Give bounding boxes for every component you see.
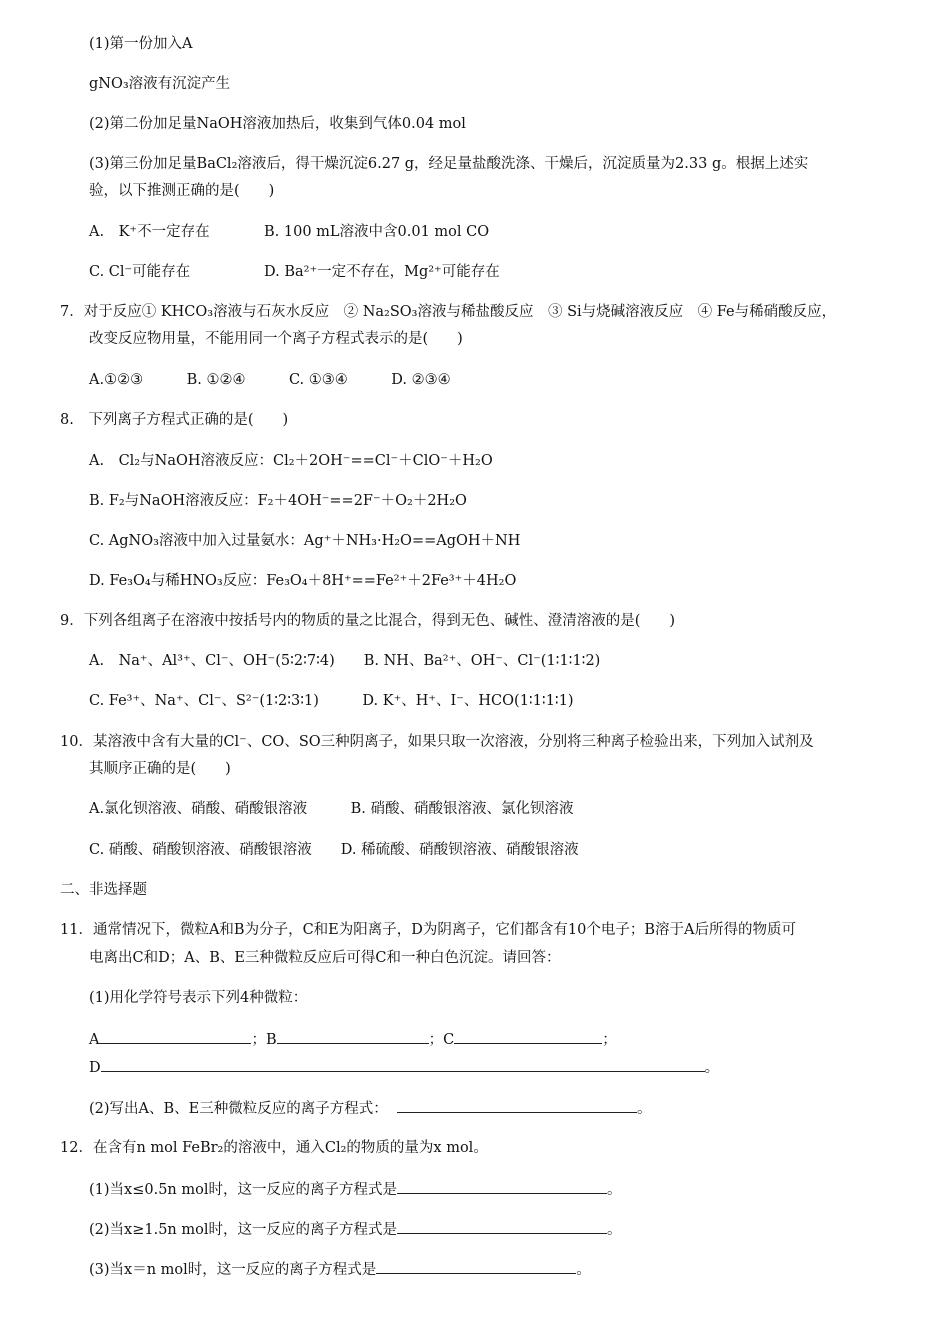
answer-blank-q12-2[interactable] (397, 1219, 607, 1234)
q12-stem: 12．在含有n mol FeBr₂的溶液中，通入Cl₂的物质的量为x mol。 (60, 1140, 488, 1156)
q9-stem: 9．下列各组离子在溶液中按括号内的物质的量之比混合，得到无色、碱性、澄清溶液的是( ) (60, 613, 676, 629)
q11-label-c: ；C (428, 1032, 455, 1048)
q11-sub2 (89, 1098, 651, 1119)
q8-option-c: C. AgNO₃溶液中加入过量氨水：Ag⁺＋NH₃·H₂O==AgOH＋NH (89, 533, 521, 549)
q7-stem-line2: 改变反应物用量，不能用同一个离子方程式表示的是( ) (89, 331, 463, 347)
q10-stem-line1: 10．某溶液中含有大量的Cl⁻、CO、SO三种阴离子，如果只取一次溶液，分别将三种离子检验出来，下列加入试剂及 (60, 734, 814, 750)
q6-option-d: D. Ba²⁺一定不存在，Mg²⁺可能存在 (264, 264, 500, 280)
answer-blank-equation[interactable] (397, 1098, 637, 1113)
q11-blank-d-row (89, 1057, 719, 1078)
q8-option-a: A. Cl₂与NaOH溶液反应：Cl₂＋2OH⁻==Cl⁻＋ClO⁻＋H₂O (89, 453, 493, 469)
q6-option-c: C. Cl⁻可能存在 (89, 264, 191, 280)
q12-sub3 (89, 1259, 591, 1280)
q6-sub2: (2)第二份加足量NaOH溶液加热后，收集到气体0.04 mol (89, 116, 466, 132)
section-heading: 二、非选择题 (60, 882, 147, 898)
q11-sep: ； (602, 1032, 617, 1048)
q11-sub2-text: (2)写出A、B、E三种微粒反应的离子方程式： (89, 1101, 388, 1117)
q11-label-a: A (89, 1032, 100, 1048)
q8-option-d: D. Fe₃O₄与稀HNO₃反应：Fe₃O₄＋8H⁺==Fe²⁺＋2Fe³⁺＋4H₂O (89, 573, 517, 589)
q7-options: A.①②③ B. ①②④ C. ①③④ D. ②③④ (89, 372, 451, 388)
q6-sub3-line1: (3)第三份加足量BaCl₂溶液后，得干燥沉淀6.27 g，经足量盐酸洗涤、干燥后，沉淀质量为2.33 g。根据上述实 (89, 156, 809, 172)
q11-d-period: 。 (704, 1060, 720, 1076)
q6-sub1-line2: gNO₃溶液有沉淀产生 (89, 76, 231, 92)
q12-sub3-period: 。 (576, 1262, 591, 1278)
q6-option-a: A. K⁺不一定存在 (89, 224, 210, 240)
q11-stem-line1: 11．通常情况下，微粒A和B为分子，C和E为阳离子，D为阴离子，它们都含有10个电子；B溶于A后所得的物质可 (60, 922, 796, 938)
q11-stem-line2: 电离出C和D；A、B、E三种微粒反应后可得C和一种白色沉淀。请回答： (89, 950, 561, 966)
q7-stem-line1: 7．对于反应① KHCO₃溶液与石灰水反应 ② Na₂SO₃溶液与稀盐酸反应 ③ Si与烧碱溶液反应 ④ Fe与稀硝酸反应， (60, 304, 837, 320)
q12-sub2 (89, 1219, 622, 1240)
q12-sub2-text: (2)当x≥1.5n mol时，这一反应的离子方程式是 (89, 1222, 397, 1238)
q12-sub1-period: 。 (607, 1182, 622, 1198)
q11-label-d: D (89, 1060, 101, 1076)
q9-options-ab: A. Na⁺、Al³⁺、Cl⁻、OH⁻(5∶2∶7∶4) B. NH、Ba²⁺、OH⁻、Cl⁻(1∶1∶1∶2) (89, 653, 601, 669)
answer-blank-q12-3[interactable] (376, 1259, 576, 1274)
q12-sub3-text: (3)当x＝n mol时，这一反应的离子方程式是 (89, 1262, 377, 1278)
q6-option-b: B. 100 mL溶液中含0.01 mol CO (264, 224, 490, 240)
q12-sub1-text: (1)当x≤0.5n mol时，这一反应的离子方程式是 (89, 1182, 397, 1198)
answer-blank-b[interactable] (277, 1029, 429, 1044)
q6-sub1-line1: (1)第一份加入A (89, 36, 193, 52)
answer-blank-d[interactable] (101, 1057, 705, 1072)
answer-blank-c[interactable] (454, 1029, 602, 1044)
q10-options-ab: A.氯化钡溶液、硝酸、硝酸银溶液 B. 硝酸、硝酸银溶液、氯化钡溶液 (89, 801, 574, 817)
q11-sub1: (1)用化学符号表示下列4种微粒： (89, 990, 308, 1006)
q8-stem: 8. 下列离子方程式正确的是( ) (60, 412, 289, 428)
q11-label-b: ；B (251, 1032, 277, 1048)
q10-stem-line2: 其顺序正确的是( ) (89, 761, 231, 777)
q10-options-cd: C. 硝酸、硝酸钡溶液、硝酸银溶液 D. 稀硫酸、硝酸钡溶液、硝酸银溶液 (89, 842, 579, 858)
q12-sub1 (89, 1179, 622, 1200)
answer-blank-a[interactable] (99, 1029, 251, 1044)
q8-option-b: B. F₂与NaOH溶液反应：F₂＋4OH⁻==2F⁻＋O₂＋2H₂O (89, 493, 467, 509)
q12-sub2-period: 。 (607, 1222, 622, 1238)
q11-sub2-period: 。 (636, 1101, 652, 1117)
q6-sub3-line2: 验，以下推测正确的是( ) (89, 183, 275, 199)
answer-blank-q12-1[interactable] (397, 1179, 607, 1194)
q11-blanks-row (89, 1029, 617, 1050)
q9-options-cd: C. Fe³⁺、Na⁺、Cl⁻、S²⁻(1∶2∶3∶1) D. K⁺、H⁺、I⁻、HCO(1∶1∶1∶1) (89, 693, 574, 709)
